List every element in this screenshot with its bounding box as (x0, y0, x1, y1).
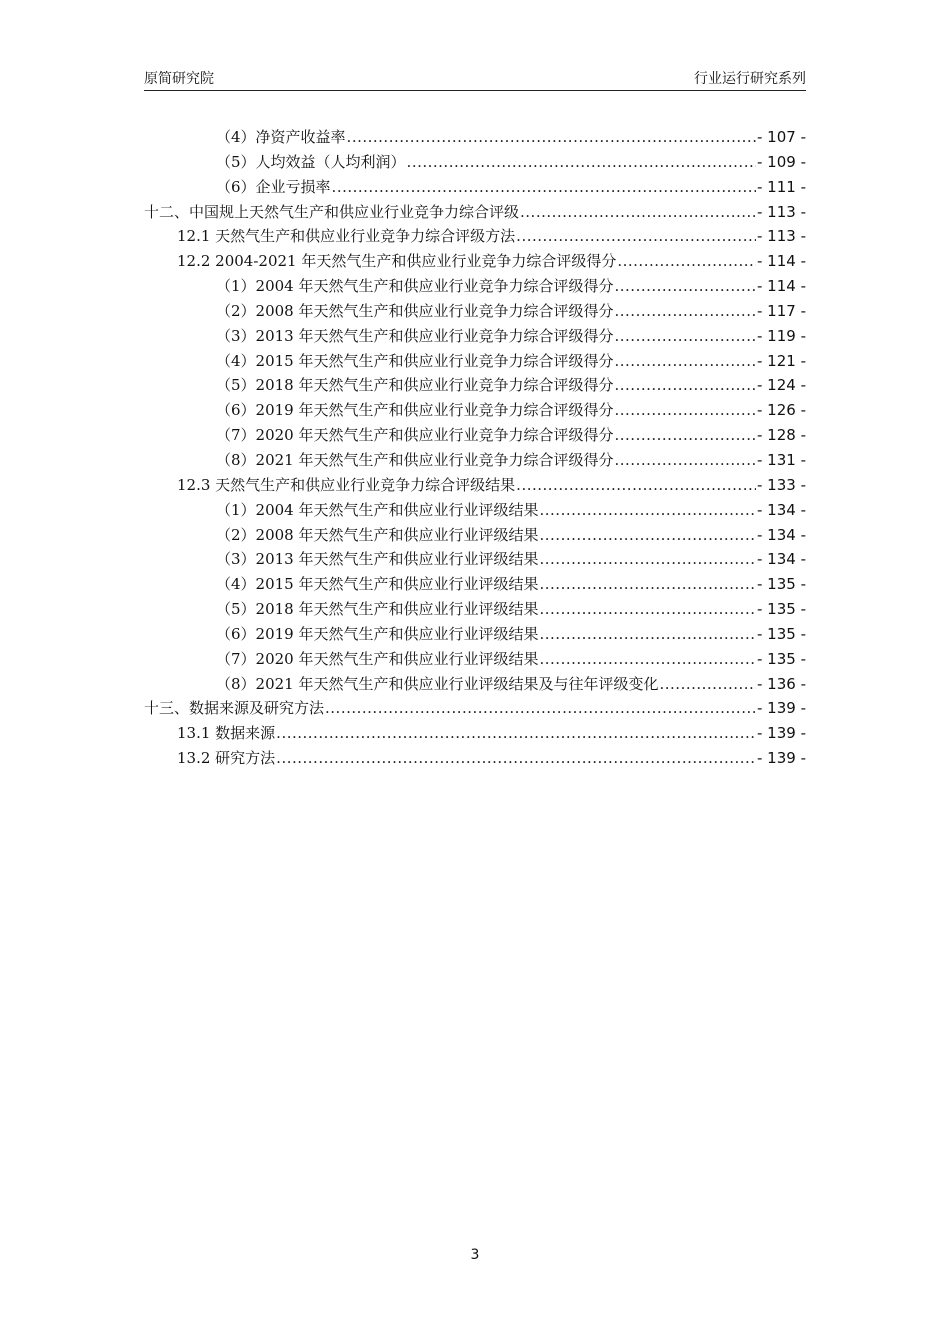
toc-entry-title: （4）2015 年天然气生产和供应业行业竞争力综合评级得分 (216, 351, 614, 370)
toc-entry-title: （5）2018 年天然气生产和供应业行业竞争力综合评级得分 (216, 376, 614, 395)
toc-entry[interactable] (144, 274, 806, 299)
toc-entry[interactable] (144, 473, 806, 498)
toc-dot-leader (615, 299, 757, 324)
toc-entry-page: - 136 - (757, 674, 806, 693)
toc-dot-leader (615, 324, 757, 349)
toc-entry-page: - 134 - (757, 550, 806, 569)
toc-entry-page: - 135 - (757, 600, 806, 619)
toc-entry-title: （7）2020 年天然气生产和供应业行业竞争力综合评级得分 (216, 426, 614, 445)
toc-entry[interactable] (144, 249, 806, 274)
toc-entry-title: 12.2 2004-2021 年天然气生产和供应业行业竞争力综合评级得分 (177, 252, 617, 271)
toc-entry-title: （7）2020 年天然气生产和供应业行业评级结果 (216, 649, 539, 668)
toc-entry-title: 13.1 数据来源 (177, 724, 276, 743)
toc-dot-leader (276, 721, 756, 746)
toc-entry[interactable] (144, 721, 806, 746)
toc-entry[interactable] (144, 647, 806, 672)
toc-entry[interactable] (144, 398, 806, 423)
header-org-name: 原简研究院 (144, 71, 214, 87)
toc-dot-leader (540, 597, 757, 622)
toc-entry-title: （8）2021 年天然气生产和供应业行业竞争力综合评级得分 (216, 450, 614, 469)
toc-dot-leader (540, 498, 757, 523)
toc-entry-title: （4）净资产收益率 (216, 128, 346, 146)
toc-entry[interactable] (144, 423, 806, 448)
toc-dot-leader (617, 249, 756, 274)
toc-dot-leader (615, 398, 757, 423)
toc-entry-title: （3）2013 年天然气生产和供应业行业评级结果 (216, 550, 539, 569)
toc-dot-leader (540, 523, 757, 548)
toc-dot-leader (660, 672, 757, 697)
toc-dot-leader (615, 373, 757, 398)
toc-entry-title: （6）2019 年天然气生产和供应业行业竞争力综合评级得分 (216, 401, 614, 420)
toc-entry-page: - 134 - (757, 500, 806, 519)
toc-dot-leader (540, 547, 757, 572)
toc-entry-page: - 107 - (757, 128, 806, 146)
toc-dot-leader (615, 274, 757, 299)
toc-dot-leader (332, 175, 756, 200)
toc-entry[interactable] (144, 200, 806, 225)
toc-entry-page: - 139 - (757, 724, 806, 743)
toc-entry[interactable] (144, 547, 806, 572)
page-header (144, 68, 806, 91)
toc-entry-page: - 113 - (757, 227, 806, 246)
toc-dot-leader (540, 572, 757, 597)
toc-entry[interactable] (144, 597, 806, 622)
header-series-name: 行业运行研究系列 (694, 71, 806, 87)
toc-entry-page: - 131 - (757, 450, 806, 469)
toc-entry-page: - 126 - (757, 401, 806, 420)
toc-entry[interactable] (144, 523, 806, 548)
toc-entry-page: - 119 - (757, 326, 806, 345)
toc-entry-page: - 117 - (757, 301, 806, 320)
toc-entry-page: - 124 - (757, 376, 806, 395)
toc-entry-page: - 135 - (757, 649, 806, 668)
toc-entry-page: - 139 - (757, 699, 806, 718)
toc-entry-page: - 114 - (757, 277, 806, 296)
toc-entry-title: 十三、数据来源及研究方法 (144, 699, 325, 718)
toc-dot-leader (276, 746, 756, 771)
toc-dot-leader (520, 200, 756, 225)
toc-dot-leader (325, 696, 756, 721)
toc-dot-leader (615, 423, 757, 448)
toc-entry-page: - 121 - (757, 351, 806, 370)
toc-entry[interactable] (144, 622, 806, 647)
toc-entry-page: - 135 - (757, 624, 806, 643)
toc-entry-page: - 111 - (757, 177, 806, 196)
toc-entry[interactable] (144, 150, 806, 175)
toc-entry[interactable] (144, 349, 806, 374)
toc-dot-leader (615, 448, 757, 473)
toc-entry-page: - 113 - (757, 202, 806, 221)
toc-entry-title: （1）2004 年天然气生产和供应业行业评级结果 (216, 500, 539, 519)
toc-entry-page: - 128 - (757, 426, 806, 445)
toc-entry-title: （8）2021 年天然气生产和供应业行业评级结果及与往年评级变化 (216, 674, 659, 693)
toc-entry-title: （2）2008 年天然气生产和供应业行业竞争力综合评级得分 (216, 301, 614, 320)
toc-dot-leader (540, 622, 757, 647)
toc-entry[interactable] (144, 125, 806, 150)
table-of-contents (144, 125, 806, 771)
toc-entry-page: - 135 - (757, 575, 806, 594)
toc-entry[interactable] (144, 299, 806, 324)
toc-entry[interactable] (144, 175, 806, 200)
toc-dot-leader (540, 647, 757, 672)
toc-entry-page: - 133 - (757, 475, 806, 494)
toc-entry-title: （1）2004 年天然气生产和供应业行业竞争力综合评级得分 (216, 277, 614, 296)
toc-dot-leader (516, 224, 756, 249)
toc-entry-title: （5）2018 年天然气生产和供应业行业评级结果 (216, 600, 539, 619)
toc-entry-title: 13.2 研究方法 (177, 749, 276, 768)
toc-entry-title: （2）2008 年天然气生产和供应业行业评级结果 (216, 525, 539, 544)
toc-entry[interactable] (144, 373, 806, 398)
toc-entry-title: （3）2013 年天然气生产和供应业行业竞争力综合评级得分 (216, 326, 614, 345)
toc-entry[interactable] (144, 324, 806, 349)
toc-entry-title: （5）人均效益（人均利润） (216, 152, 406, 171)
toc-entry[interactable] (144, 448, 806, 473)
toc-entry-title: 十二、中国规上天然气生产和供应业行业竞争力综合评级 (144, 202, 520, 221)
toc-entry-title: 12.1 天然气生产和供应业行业竞争力综合评级方法 (177, 227, 516, 246)
toc-dot-leader (347, 125, 756, 150)
toc-entry-page: - 109 - (757, 152, 806, 171)
toc-entry-page: - 114 - (757, 252, 806, 271)
toc-dot-leader (615, 349, 757, 374)
toc-entry[interactable] (144, 498, 806, 523)
toc-entry-page: - 139 - (757, 749, 806, 768)
page-number: 3 (470, 1247, 480, 1263)
toc-entry[interactable] (144, 224, 806, 249)
toc-entry-title: （4）2015 年天然气生产和供应业行业评级结果 (216, 575, 539, 594)
toc-entry-page: - 134 - (757, 525, 806, 544)
toc-entry[interactable] (144, 672, 806, 697)
toc-entry-title: （6）企业亏损率 (216, 177, 331, 196)
toc-entry-title: （6）2019 年天然气生产和供应业行业评级结果 (216, 624, 539, 643)
toc-entry[interactable] (144, 696, 806, 721)
toc-entry-title: 12.3 天然气生产和供应业行业竞争力综合评级结果 (177, 475, 516, 494)
toc-dot-leader (407, 150, 756, 175)
toc-entry[interactable] (144, 572, 806, 597)
toc-dot-leader (516, 473, 756, 498)
toc-entry[interactable] (144, 746, 806, 771)
